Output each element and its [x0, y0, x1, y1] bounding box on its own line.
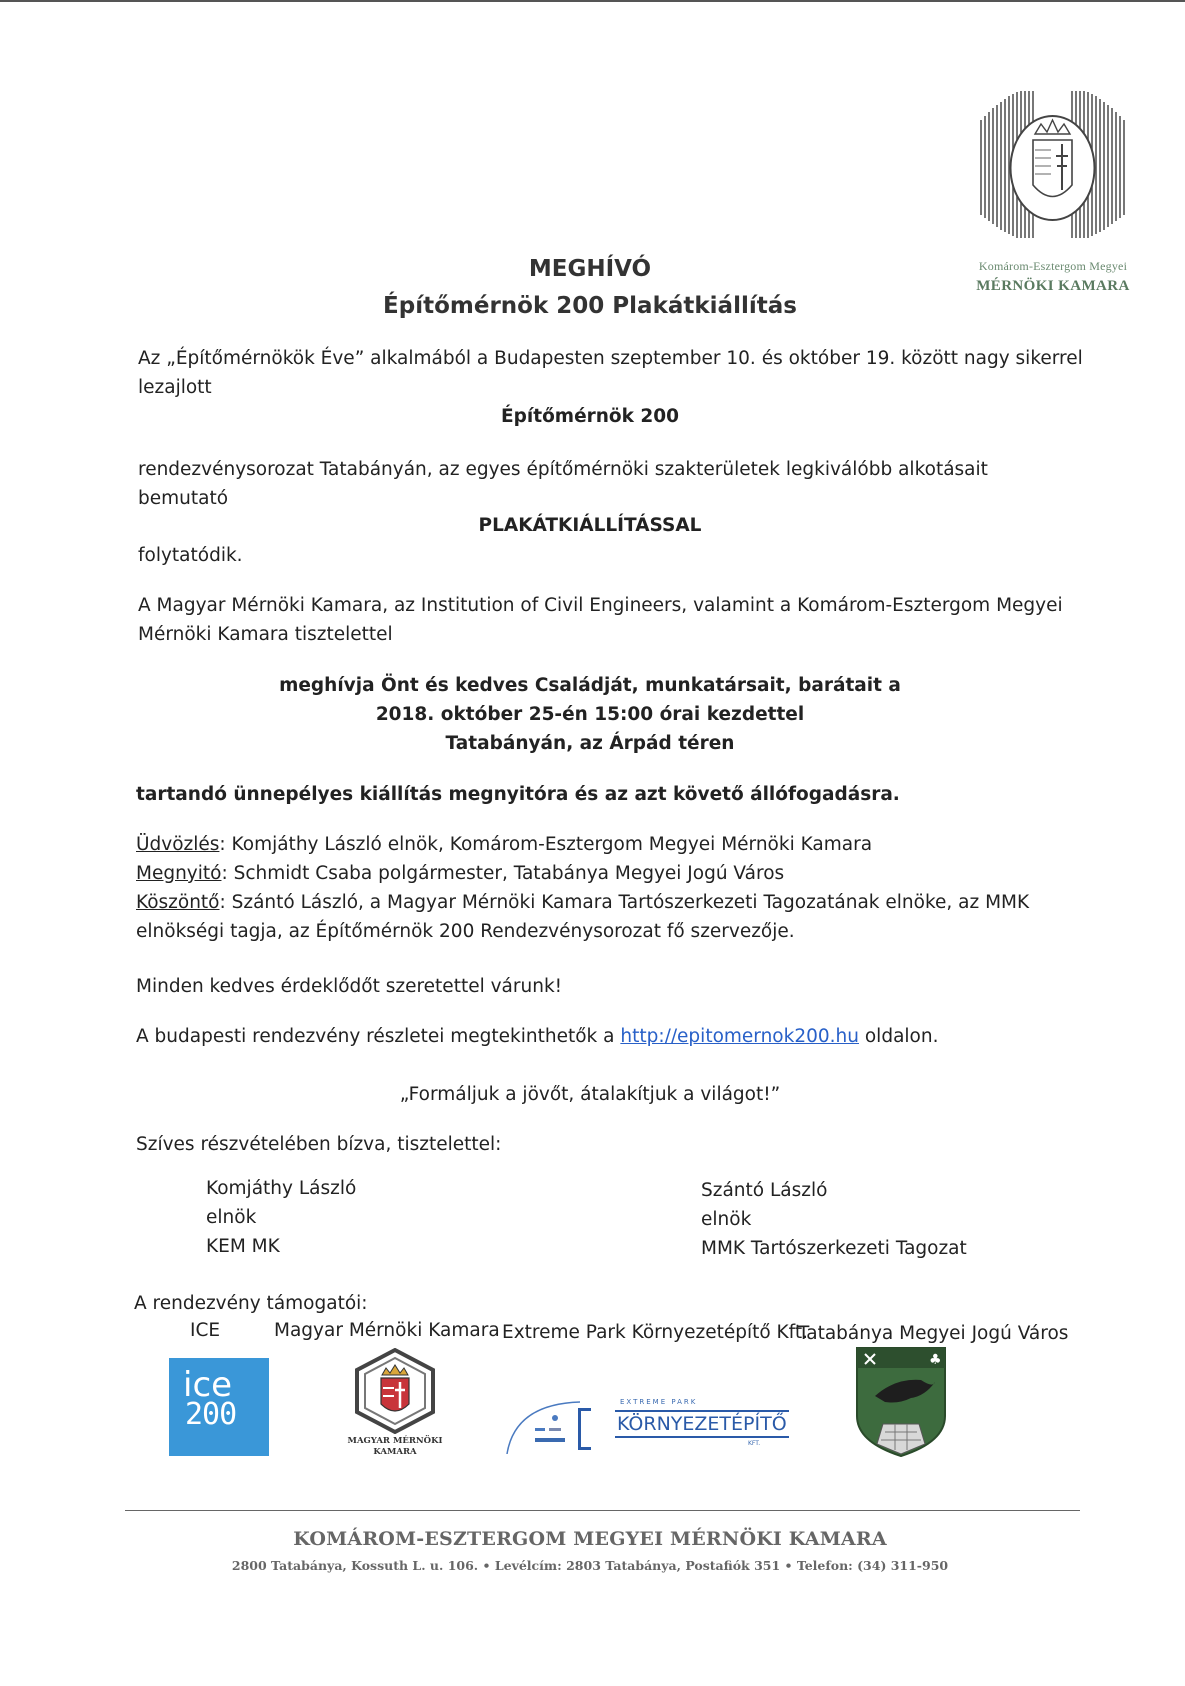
svg-text:♣: ♣	[929, 1352, 942, 1368]
extreme-park-bracket	[578, 1408, 591, 1450]
intro-line-1: Az „Építőmérnökök Éve” alkalmából a Budapesten szeptember 10. és október 19. között nagy sikerrel	[138, 348, 1083, 369]
mmk-crest-icon	[350, 1348, 440, 1434]
details-suffix: oldalon.	[858, 1026, 939, 1047]
tatabanya-crest	[855, 1346, 947, 1458]
logo-name: MÉRNÖKI KAMARA	[976, 278, 1130, 294]
continues-text: folytatódik.	[138, 545, 243, 566]
series-line-1: rendezvénysorozat Tatabányán, az egyes építőmérnöki szakterületek legkiválóbb alkotásait	[138, 459, 988, 480]
welcome-text: : Szántó László, a Magyar Mérnöki Kamara Tartószerkezeti Tagozatának elnöke, az MMK	[219, 892, 1030, 913]
ice-200-logo	[169, 1358, 269, 1456]
footer-divider	[125, 1510, 1080, 1511]
mmk-logo-text-2: KAMARA	[373, 1447, 417, 1457]
hosts-line-2: Mérnöki Kamara tisztelettel	[138, 624, 393, 645]
invite-line-1: meghívja Önt és kedves Családját, munkatársait, barátait a	[279, 675, 901, 696]
signer-role: elnök	[206, 1207, 257, 1228]
ice-logo-text: ice	[183, 1365, 233, 1405]
logo-subtitle: Komárom-Esztergom Megyei	[978, 259, 1128, 273]
extreme-park-kft: KFT.	[748, 1440, 761, 1447]
signature-right	[701, 1176, 967, 1263]
opening-text: : Schmidt Csaba polgármester, Tatabánya Megyei Jogú Város	[221, 863, 785, 884]
page-title: MEGHÍVÓ	[528, 256, 652, 282]
all-welcome-text: Minden kedves érdeklődőt szeretettel várunk!	[136, 976, 563, 997]
footer-address: 2800 Tatabánya, Kossuth L. u. 106. • Levélcím: 2803 Tatabánya, Postafiók 351 • Telefon: (34) 311-950	[231, 1558, 949, 1573]
extreme-park-tagline: EXTREME PARK	[620, 1398, 698, 1406]
ice-logo-number: 200	[185, 1397, 237, 1432]
mmk-logo	[347, 1348, 443, 1458]
signer-name: Szántó László	[701, 1180, 828, 1201]
signer-org: MMK Tartószerkezeti Tagozat	[701, 1238, 967, 1259]
signer-org: KEM MK	[206, 1236, 280, 1257]
opening-label: Megnyitó	[136, 863, 222, 884]
sponsor-name-extreme-park: Extreme Park Környezetépítő Kft.	[502, 1322, 808, 1343]
sponsors-label: A rendezvény támogatói:	[134, 1293, 368, 1314]
chamber-logo	[975, 90, 1130, 240]
extreme-park-logo	[505, 1398, 787, 1458]
ceremony-text: tartandó ünnepélyes kiállítás megnyitóra és az azt követő állófogadásra.	[136, 784, 900, 805]
tatabanya-coat-of-arms-icon	[855, 1346, 947, 1458]
details-prefix: A budapesti rendezvény részletei megtekinthetők a	[136, 1026, 621, 1047]
scan-top-edge	[0, 0, 1185, 2]
sponsor-name-tatabanya: Tatabánya Megyei Jogú Város	[798, 1323, 1069, 1344]
mmk-logo-text-1: MAGYAR MÉRNÖKI	[347, 1436, 443, 1446]
hosts-line-1: A Magyar Mérnöki Kamara, az Institution of Civil Engineers, valamint a Komárom-Esztergom Megyei	[138, 595, 1063, 616]
website-link[interactable]: http://epitomernok200.hu	[620, 1026, 859, 1047]
welcome-row	[136, 888, 1029, 917]
greeting-text: : Komjáthy László elnök, Komárom-Esztergom Megyei Mérnöki Kamara	[219, 834, 873, 855]
invite-date: 2018. október 25-én 15:00 órai kezdettel	[375, 704, 805, 725]
opening-row	[136, 859, 784, 888]
chamber-crest-icon	[975, 90, 1130, 240]
event-name: Építőmérnök 200	[501, 406, 679, 427]
signature-left	[206, 1174, 356, 1261]
signer-name: Komjáthy László	[206, 1178, 357, 1199]
extreme-park-emblem-icon	[505, 1398, 585, 1454]
footer-org-name: KOMÁROM-ESZTERGOM MEGYEI MÉRNÖKI KAMARA	[293, 1528, 887, 1550]
greeting-row	[136, 830, 872, 859]
intro-line-2: lezajlott	[138, 377, 212, 398]
series-line-2: bemutató	[138, 488, 229, 509]
invite-location: Tatabányán, az Árpád téren	[445, 733, 735, 754]
welcome-label: Köszöntő	[136, 892, 220, 913]
details-row	[136, 1022, 938, 1051]
page-subtitle: Építőmérnök 200 Plakátkiállítás	[383, 293, 797, 319]
sponsor-name-mmk: Magyar Mérnöki Kamara	[274, 1320, 500, 1341]
signer-role: elnök	[701, 1209, 752, 1230]
greeting-label: Üdvözlés	[136, 834, 220, 855]
motto: „Formáljuk a jövőt, átalakítjuk a világot!”	[399, 1084, 781, 1105]
sponsor-name-ice: ICE	[190, 1320, 221, 1341]
welcome-line-2: elnökségi tagja, az Építőmérnök 200 Rendezvénysorozat fő szervezője.	[136, 921, 795, 942]
extreme-park-name: KÖRNYEZETÉPÍTŐ	[615, 1410, 789, 1438]
closing-text: Szíves részvételében bízva, tisztelettel:	[136, 1134, 502, 1155]
exhibition-label: PLAKÁTKIÁLLÍTÁSSAL	[478, 515, 702, 536]
